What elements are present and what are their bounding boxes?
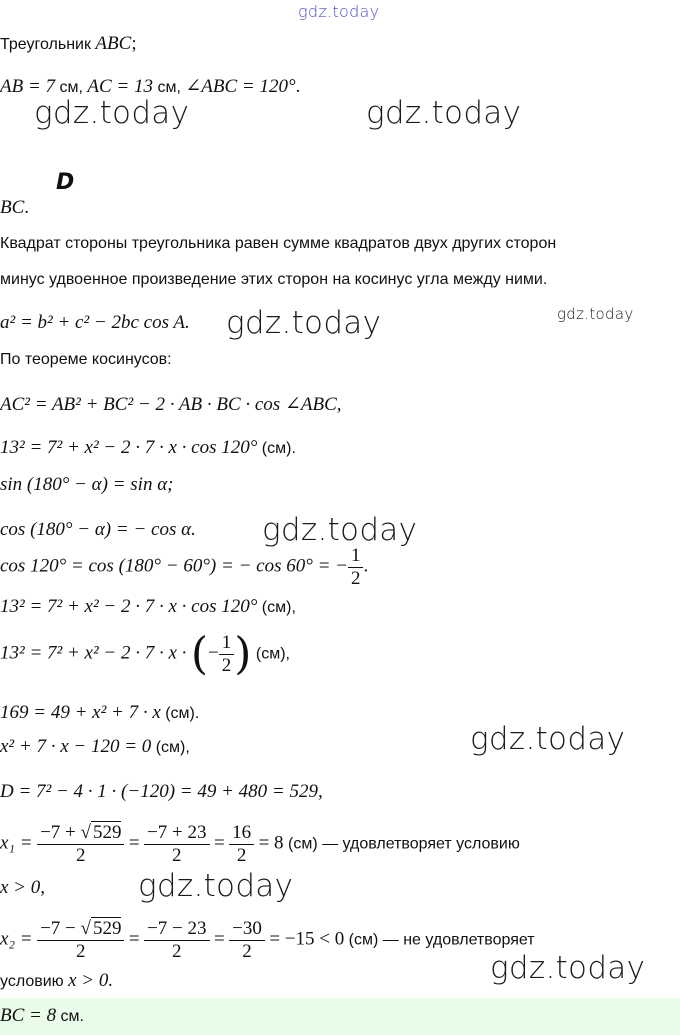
answer-bar <box>0 998 680 1035</box>
x2-cond-math: x > 0. <box>68 970 114 991</box>
x2-f2-num: −7 − 23 <box>144 918 209 941</box>
theorem-line-2: минус удвоенное произведение этих сторон на косинус угла между ними. <box>0 271 548 288</box>
x1-lhs: x₁ = <box>0 832 33 854</box>
step-7-neg: − <box>208 642 219 664</box>
given-line <box>0 33 137 55</box>
watermark-1: gdz.today <box>34 95 190 131</box>
step-10: D = 7² − 4 · 1 · (−120) = 49 + 480 = 529, <box>0 781 323 802</box>
watermark-4: gdz.today <box>557 305 634 323</box>
step-9-unit: (см), <box>151 739 190 756</box>
given-triangle: ABC <box>95 33 132 54</box>
step-1: AC² = AB² + BC² − 2 · AB · BC · cos ∠ABC, <box>0 394 342 415</box>
step-7-den: 2 <box>221 655 232 676</box>
step-7-unit: (см), <box>251 645 290 663</box>
given-sep: ; <box>131 33 137 54</box>
x1-f3-num: 16 <box>229 822 254 845</box>
x2-f3-num: −30 <box>229 918 265 941</box>
given-angle: ∠ABC = 120° <box>185 76 296 97</box>
step-5-num: 1 <box>348 545 364 568</box>
x2-f1-root: 529 <box>92 918 122 939</box>
watermark-2: gdz.today <box>366 95 522 131</box>
x2-cond <box>0 970 113 992</box>
watermark-8: gdz.today <box>490 950 646 986</box>
step-7-math: 13² = 7² + x² − 2 · 7 · x · <box>0 642 187 664</box>
x1-frac-3 <box>229 822 254 867</box>
x1-f2-den: 2 <box>172 845 182 866</box>
step-7-frac <box>219 632 235 677</box>
step-8-unit: (см). <box>160 705 200 722</box>
x1-f2-num: −7 + 23 <box>144 822 209 845</box>
x1-f1-num: −7 + <box>40 822 81 843</box>
x2-f1-den: 2 <box>76 941 86 962</box>
step-5-den: 2 <box>350 568 361 587</box>
x2-f3-den: 2 <box>242 941 252 962</box>
x1-text: (см) — удовлетворяет условию <box>283 835 520 853</box>
step-2-math: 13² = 7² + x² − 2 · 7 · x · cos 120° <box>0 437 258 458</box>
step-7-num: 1 <box>219 632 235 655</box>
x2-lhs: x₂ = <box>0 928 33 950</box>
step-5 <box>0 545 368 587</box>
step-5-math: cos 120° = cos (180° − 60°) = − cos 60° = − <box>0 555 348 577</box>
by-cosine-label: По теореме косинусов: <box>0 351 172 368</box>
step-2 <box>0 437 296 459</box>
x2-frac-2 <box>144 918 209 963</box>
watermark-3: gdz.today <box>226 305 382 341</box>
x2-frac-1: $\frac{-7 - √ 529}{2}$ <box>37 918 124 963</box>
given-dot: . <box>295 76 301 97</box>
watermark-6: gdz.today <box>470 721 626 757</box>
step-8 <box>0 702 199 724</box>
step-9 <box>0 736 190 758</box>
given-unit-2: см, <box>153 79 186 96</box>
watermark-5: gdz.today <box>262 512 418 548</box>
given-label: Треугольник <box>0 36 91 53</box>
x2-text: (см) — не удовлетворяет <box>344 931 535 949</box>
x1-f3-den: 2 <box>236 845 247 866</box>
find-bc: BC <box>0 197 25 218</box>
step-4: cos (180° − α) = − cos α. <box>0 519 196 540</box>
given-ac: AC = 13 <box>87 76 153 97</box>
step-7 <box>0 628 290 680</box>
x1-frac-2 <box>144 822 209 867</box>
theorem-line-1: Квадрат стороны треугольника равен сумме квадратов двух других сторон <box>0 235 557 252</box>
x1-result: = 8 <box>258 832 284 854</box>
x1-f1-root: 529 <box>92 822 122 843</box>
step-5-end: . <box>363 555 369 577</box>
watermark-7: gdz.today <box>138 868 294 904</box>
x2-f1-num: −7 − <box>40 918 81 939</box>
theorem-formula: a² = b² + c² − 2bc cos A. <box>0 312 190 333</box>
x1-f1-den: 2 <box>76 845 86 866</box>
x2-result: = −15 < 0 <box>269 928 345 950</box>
find-dot: . <box>24 197 30 218</box>
answer-line <box>0 1005 84 1027</box>
x2-cond-text: условию <box>0 973 69 990</box>
x1-line: x₁ = $\frac{-7 + √ 529}{2}$ = $\frac{-7 + 23}{2}$ = $\frac{16}{2}$ = 8 (см) — удовлетворяет условию <box>0 822 520 866</box>
x2-line: x₂ = $\frac{-7 - √ 529}{2}$ = $\frac{-7 - 23}{2}$ = $\frac{-30}{2}$ = −15 < 0 (см) — не удовлетворяет <box>0 918 535 962</box>
find-label: D <box>56 170 75 195</box>
step-8-math: 169 = 49 + x² + 7 · x <box>0 702 161 723</box>
x2-frac-3 <box>229 918 265 963</box>
step-9-math: x² + 7 · x − 120 = 0 <box>0 736 152 757</box>
watermark-top: gdz.today <box>298 2 380 21</box>
answer-unit: см. <box>56 1008 84 1025</box>
step-6 <box>0 596 296 618</box>
given-ab: AB = 7 <box>0 76 56 97</box>
step-5-frac <box>348 545 364 587</box>
step-6-math: 13² = 7² + x² − 2 · 7 · x · cos 120° <box>0 596 258 617</box>
x1-cond: x > 0, <box>0 877 46 898</box>
x1-frac-1: $\frac{-7 + √ 529}{2}$ <box>37 822 124 867</box>
step-2-unit: (см). <box>257 440 296 457</box>
x2-f2-den: 2 <box>172 941 182 962</box>
step-7-lparen: ( <box>190 628 209 680</box>
step-6-unit: (см), <box>257 599 296 616</box>
step-7-rparen: ) <box>234 628 252 680</box>
answer-math: BC = 8 <box>0 1005 57 1026</box>
find-target <box>0 197 29 219</box>
step-3: sin (180° − α) = sin α; <box>0 474 174 495</box>
given-unit-1: см, <box>55 79 88 96</box>
